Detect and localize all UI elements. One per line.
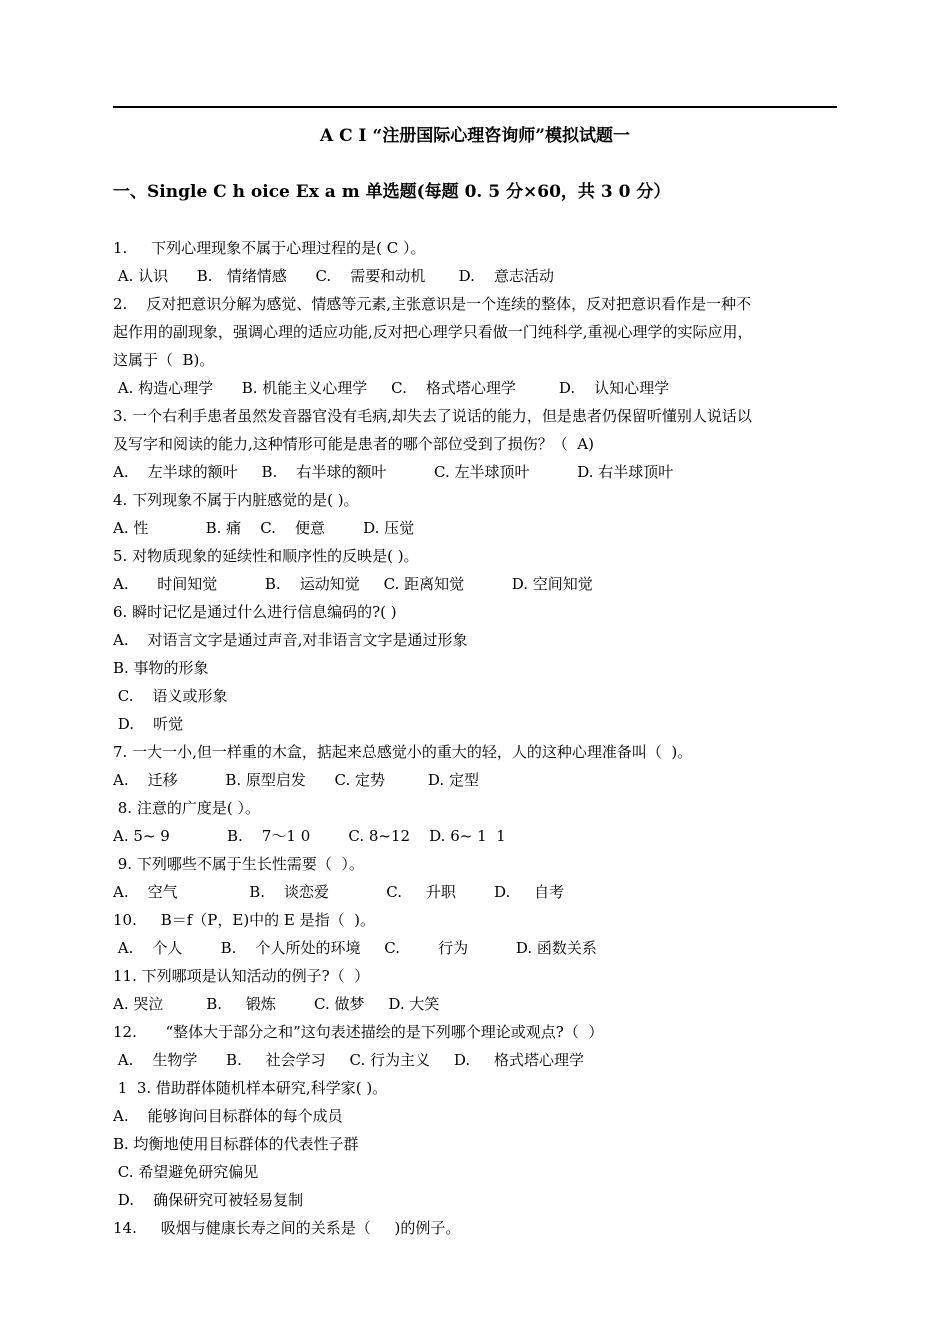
question-14: 14. 吸烟与健康长寿之间的关系是（ )的例子。	[113, 1219, 461, 1237]
question-3: 3. 一个右利手患者虽然发音器官没有毛病,却失去了说话的能力，但是患者仍保留听懂别人说话以	[113, 407, 752, 425]
question-9-options: A. 空气 B. 谈恋爱 C. 升职 D. 自考	[113, 883, 565, 901]
question-2-options: A. 构造心理学 B. 机能主义心理学 C. 格式塔心理学 D. 认知心理学	[113, 379, 670, 397]
question-5: 5. 对物质现象的延续性和顺序性的反映是( )。	[113, 547, 419, 565]
question-list	[113, 234, 837, 1242]
question-12-options: A. 生物学 B. 社会学习 C. 行为主义 D. 格式塔心理学	[113, 1051, 584, 1069]
question-4: 4. 下列现象不属于内脏感觉的是( )。	[113, 491, 359, 509]
question-6-option-d: D. 听觉	[113, 715, 184, 733]
question-8: 8. 注意的广度是( ）。	[113, 799, 260, 817]
question-6-option-c: C. 语义或形象	[113, 687, 228, 705]
question-9: 9. 下列哪些不属于生长性需要（ ）。	[113, 855, 364, 873]
question-8-options: A. 5~ 9 B. 7～1 0 C. 8~12 D. 6~ 1 1	[113, 827, 506, 845]
question-4-options: A. 性 B. 痛 C. 便意 D. 压觉	[113, 519, 415, 537]
question-7: 7. 一大一小,但一样重的木盒，掂起来总感觉小的重大的轻，人的这种心理准备叫（ )。	[113, 743, 693, 761]
question-2-cont-1: 起作用的副现象，强调心理的适应功能,反对把心理学只看做一门纯科学,重视心理学的实际应用，	[113, 323, 753, 341]
question-1-options: A. 认识 B. 情绪情感 C. 需要和动机 D. 意志活动	[113, 267, 554, 285]
question-13-option-b: B. 均衡地使用目标群体的代表性子群	[113, 1135, 359, 1153]
question-7-options: A. 迁移 B. 原型启发 C. 定势 D. 定型	[113, 771, 479, 789]
question-3-cont: 及写字和阅读的能力,这种情形可能是患者的哪个部位受到了损伤？（ A)	[113, 435, 594, 453]
question-10-options: A. 个人 B. 个人所处的环境 C. 行为 D. 函数关系	[113, 939, 597, 957]
question-13-option-a: A. 能够询问目标群体的每个成员	[113, 1107, 343, 1125]
question-2: 2. 反对把意识分解为感觉、情感等元素,主张意识是一个连续的整体，反对把意识看作是一种不	[113, 295, 752, 313]
question-3-options: A. 左半球的额叶 B. 右半球的额叶 C. 左半球顶叶 D. 右半球顶叶	[113, 463, 674, 481]
section-heading: 一、Single C h oice Ex a m 单选题(每题 0. 5 分×60，共 3 0 分）	[113, 182, 671, 202]
question-11-options: A. 哭泣 B. 锻炼 C. 做梦 D. 大笑	[113, 995, 440, 1013]
question-11: 11. 下列哪项是认知活动的例子?（ ）	[113, 967, 370, 985]
question-6-option-a: A. 对语言文字是通过声音,对非语言文字是通过形象	[113, 631, 468, 649]
question-12: 12. “整体大于部分之和”这句表述描绘的是下列哪个理论或观点?（ ）	[113, 1023, 604, 1041]
question-5-options: A. 时间知觉 B. 运动知觉 C. 距离知觉 D. 空间知觉	[113, 575, 593, 593]
question-10: 10. B＝f（P，E)中的 E 是指（ )。	[113, 911, 376, 929]
question-1: 1. 下列心理现象不属于心理过程的是( C ）。	[113, 239, 426, 257]
question-2-cont-2: 这属于（ B)。	[113, 351, 215, 369]
question-13-option-c: C. 希望避免研究偏见	[113, 1163, 259, 1181]
document-title: A C I “注册国际心理咨询师”模拟试题一	[320, 126, 630, 146]
question-13-option-d: D. 确保研究可被轻易复制	[113, 1191, 304, 1209]
question-6: 6. 瞬时记忆是通过什么进行信息编码的?( )	[113, 603, 397, 621]
question-13: 1 3. 借助群体随机样本研究,科学家( )。	[113, 1079, 388, 1097]
question-6-option-b: B. 事物的形象	[113, 659, 209, 677]
header-rule	[113, 106, 837, 108]
